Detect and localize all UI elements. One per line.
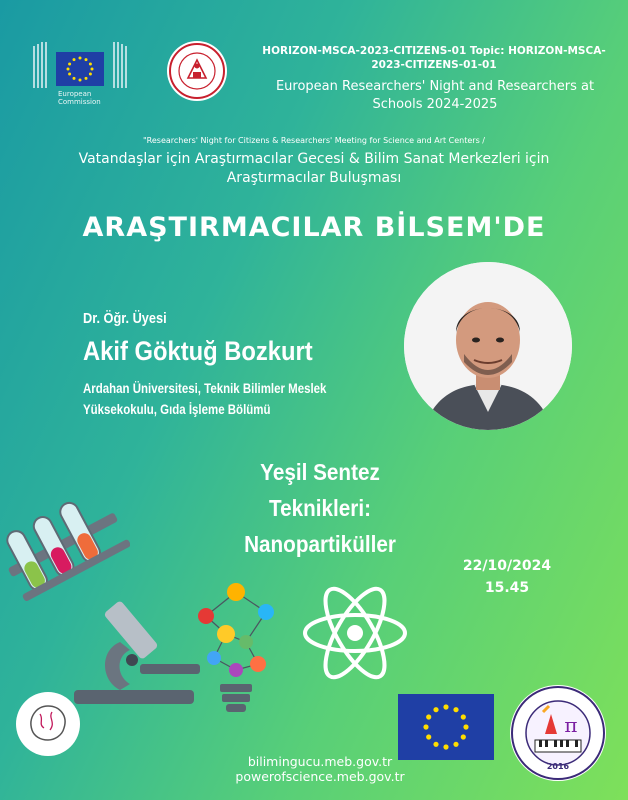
talk-title-line-2: Teknikleri: <box>268 495 372 521</box>
ec-caption: European Commission <box>58 90 101 106</box>
horizon-topic-text: HORIZON-MSCA-2023-CITIZENS-01 Topic: HORIZON-MSCA-2023-CITIZENS-01-01 <box>262 45 606 71</box>
svg-text:π: π <box>564 713 578 737</box>
speaker-affiliation: Ardahan Üniversitesi, Teknik Bilimler Meslek Yüksekokulu, Gıda İşleme Bölümü <box>83 381 327 417</box>
meb-emblem-logo <box>166 40 228 102</box>
event-name: European Researchers' Night and Researchers at Schools 2024-2025 <box>275 79 595 112</box>
speaker-name: Akif Göktuğ Bozkurt <box>83 336 313 366</box>
event-schedule <box>452 555 562 599</box>
talk-title-line-3: Nanopartiküller <box>244 531 396 557</box>
talk-title <box>212 454 428 562</box>
website-links <box>200 754 440 784</box>
lightbulb-ideas-icon <box>176 572 296 722</box>
speaker-academic-title: Dr. Öğr. Üyesi <box>83 310 167 327</box>
speaker-photo <box>404 262 572 430</box>
url-bilimingucu[interactable]: bilimingucu.meb.gov.tr <box>247 754 393 769</box>
event-time: 15.45 <box>484 580 530 596</box>
event-date: 22/10/2024 <box>462 558 552 574</box>
main-title: ARAŞTIRMACILAR BİLSEM'DE <box>82 212 546 243</box>
brain-icon <box>14 690 82 758</box>
subtitle-turkish: Vatandaşlar için Araştırmacılar Gecesi & Bilim Sanat Merkezleri için Araştırmacılar Buluşması <box>78 151 550 186</box>
talk-title-line-1: Yeşil Sentez <box>260 459 380 485</box>
portrait-illustration <box>404 262 572 430</box>
atom-icon <box>300 578 410 688</box>
bilsem-logo <box>509 684 607 782</box>
subtitle-english: "Researchers' Night for Citizens & Researchers' Meeting for Science and Art Centers / <box>142 136 485 145</box>
eu-flag-logo <box>398 694 494 760</box>
url-powerofscience[interactable]: powerofscience.meb.gov.tr <box>235 769 405 784</box>
bilsem-year: 2016 <box>546 762 570 771</box>
